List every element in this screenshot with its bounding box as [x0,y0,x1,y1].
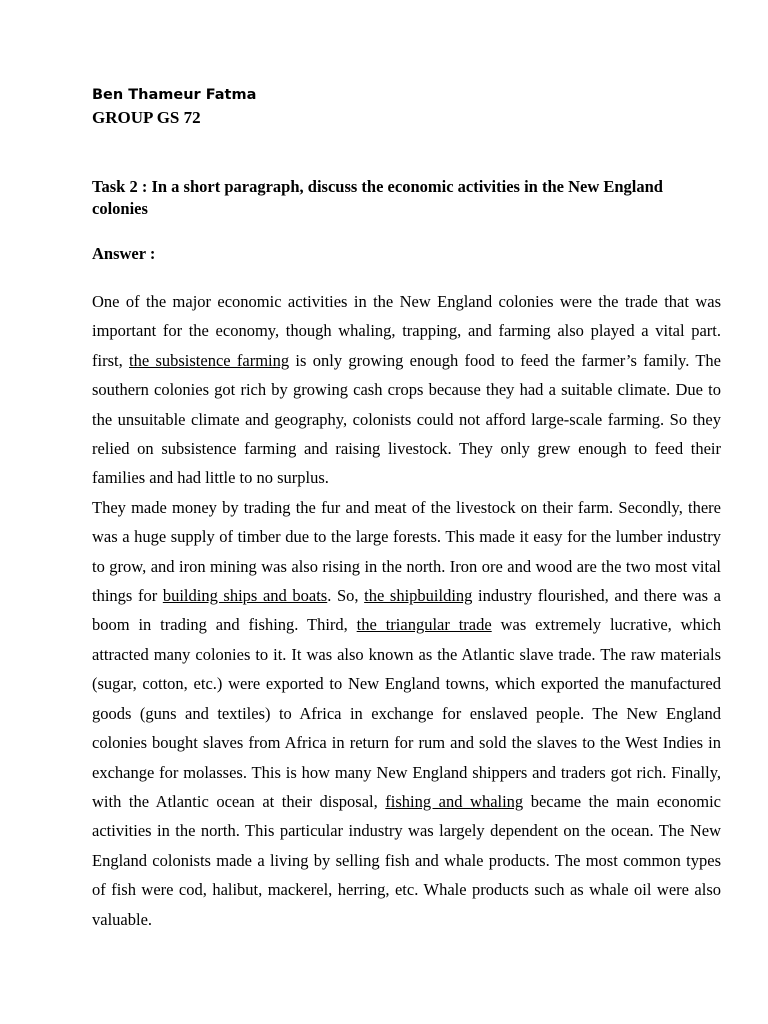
text-run: One of the major economic activities in the New England colonies were the trade that was important for the economy, though whaling, trapping, and farming also played a vital part. first, [92,292,721,370]
text-run: became the main economic activities in the north. This particular industry was largely dependent on the ocean. The New England colonists made a living by selling fish and whale products. The most common types of fish were cod, halibut, mackerel, herring, etc. Whale products such as whale oil were also valuable. [92,791,721,929]
group-label: GROUP GS 72 [92,108,201,127]
text-run: . So, [327,586,365,606]
answer-label: Answer : [92,244,156,263]
task-heading: Task 2 : In a short paragraph, discuss the economic activities in the New England colonies [92,177,663,218]
underlined-term-subsistence-farming: the subsistence farming [129,350,290,370]
document-page [92,84,721,934]
underlined-term-fishing-whaling: fishing and whaling [385,791,524,811]
author-name: Ben Thameur Fatma [92,87,257,103]
answer-paragraph-1 [92,287,721,493]
underlined-term-building-ships: building ships and boats [162,586,328,606]
text-run: was extremely lucrative, which attracted many colonies to it. It was also known as the Atlantic slave trade. The raw materials (sugar, cotton, etc.) were exported to New England towns, which exported the manufactured goods (guns and textiles) to Africa in exchange for enslaved people. The New England colonies bought slaves from Africa in return for rum and sold the slaves to the West Indies in exchange for molasses. This is how many New England shippers and traders got rich. Finally, with the Atlantic ocean at their disposal, [92,615,721,811]
answer-body [92,287,721,934]
text-run: industry flourished, and there was a boom in trading and fishing. Third, [92,586,721,635]
text-run: is only growing enough food to feed the farmer’s family. The southern colonies got rich by growing cash crops because they had a suitable climate. Due to the unsuitable climate and geography, colonists could not afford large-scale farming. So they relied on subsistence farming and raising livestock. They only grew enough to feed their families and had little to no surplus. [92,350,721,488]
text-run: They made money by trading the fur and meat of the livestock on their farm. Secondly, there was a huge supply of timber due to the large forests. This made it easy for the lumber industry to grow, and iron mining was also rising in the north. Iron ore and wood are the two most vital things for [92,497,721,606]
underlined-term-shipbuilding: the shipbuilding [364,586,473,606]
answer-paragraph-2 [92,493,721,934]
underlined-term-triangular-trade: the triangular trade [356,615,492,635]
